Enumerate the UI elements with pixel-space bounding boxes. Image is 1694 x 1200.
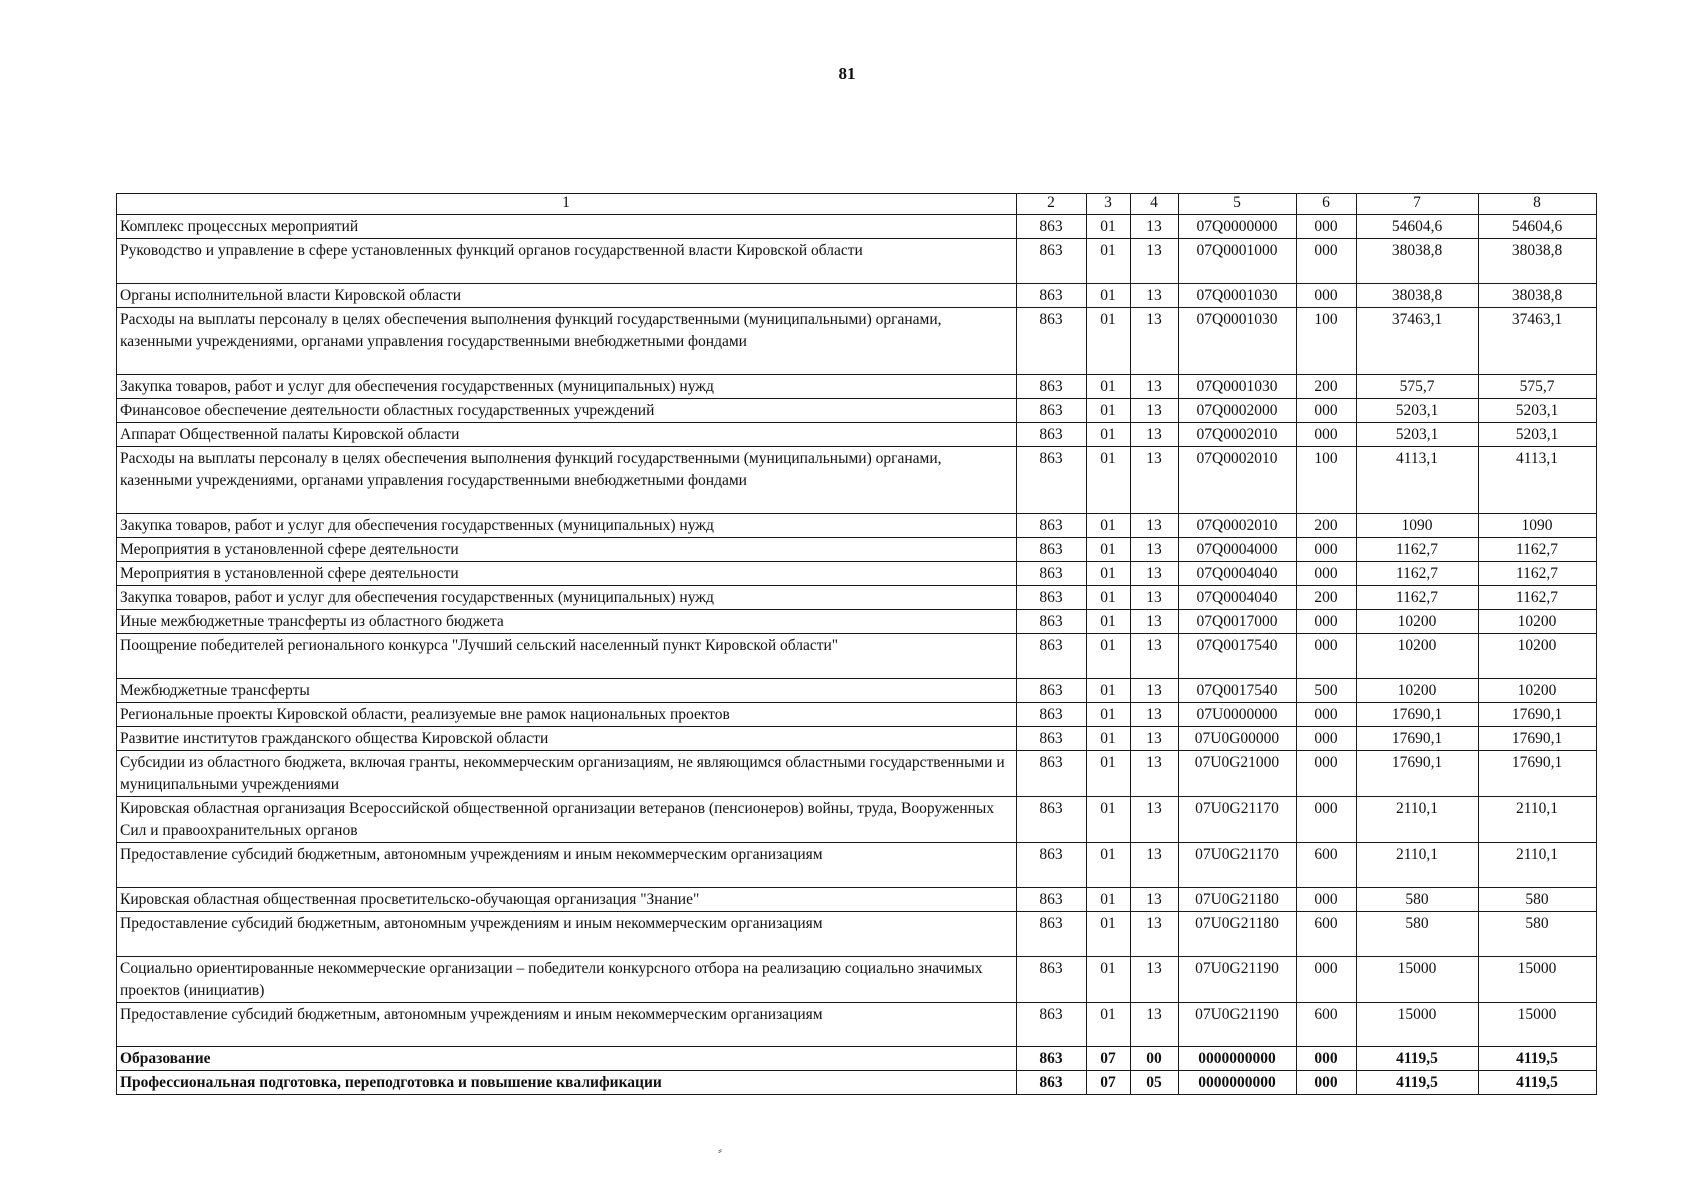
section-cell: 01 [1087,307,1131,374]
sum-cell-8: 38038,8 [1479,283,1597,307]
target-article-cell: 07U0G00000 [1179,726,1297,750]
expense-type-cell: 600 [1297,1002,1357,1047]
sum-cell-7: 5203,1 [1357,422,1479,446]
sum-cell-7: 580 [1357,887,1479,911]
admin-code-cell: 863 [1017,446,1087,513]
admin-code-cell: 863 [1017,1002,1087,1047]
row-name-cell: Предоставление субсидий бюджетным, автономным учреждениям и иным некоммерческим организациям [117,911,1017,956]
table-body [117,215,1597,1095]
table-row [117,911,1597,956]
sum-cell-8: 15000 [1479,956,1597,1002]
sum-cell-8: 17690,1 [1479,750,1597,796]
table-row [117,726,1597,750]
sum-cell-8: 10200 [1479,610,1597,634]
subsection-cell: 13 [1131,283,1179,307]
sum-cell-7: 17690,1 [1357,726,1479,750]
subsection-cell: 13 [1131,1002,1179,1047]
target-article-cell: 07Q0001000 [1179,239,1297,284]
sum-cell-7: 1162,7 [1357,562,1479,586]
sum-cell-8: 37463,1 [1479,307,1597,374]
subsection-cell: 13 [1131,446,1179,513]
sum-cell-7: 15000 [1357,956,1479,1002]
subsection-cell: 13 [1131,215,1179,239]
expense-type-cell: 000 [1297,1047,1357,1071]
table-row [117,538,1597,562]
expense-type-cell: 000 [1297,610,1357,634]
admin-code-cell: 863 [1017,398,1087,422]
table-row [117,678,1597,702]
expense-type-cell: 000 [1297,887,1357,911]
section-cell: 01 [1087,610,1131,634]
subsection-cell: 13 [1131,842,1179,887]
section-cell: 01 [1087,446,1131,513]
admin-code-cell: 863 [1017,283,1087,307]
section-cell: 01 [1087,538,1131,562]
section-cell: 01 [1087,239,1131,284]
row-name-cell: Межбюджетные трансферты [117,678,1017,702]
target-article-cell: 07U0G21190 [1179,1002,1297,1047]
subsection-cell: 13 [1131,514,1179,538]
subsection-cell: 13 [1131,702,1179,726]
target-article-cell: 07U0G21180 [1179,911,1297,956]
row-name-cell: Закупка товаров, работ и услуг для обеспечения государственных (муниципальных) нужд [117,514,1017,538]
subsection-cell: 13 [1131,586,1179,610]
subsection-cell: 13 [1131,678,1179,702]
sum-cell-8: 10200 [1479,678,1597,702]
table-row [117,374,1597,398]
target-article-cell: 07Q0000000 [1179,215,1297,239]
admin-code-cell: 863 [1017,538,1087,562]
target-article-cell: 07Q0004000 [1179,538,1297,562]
section-cell: 01 [1087,634,1131,679]
sum-cell-7: 5203,1 [1357,398,1479,422]
subsection-cell: 13 [1131,887,1179,911]
table-row [117,842,1597,887]
subsection-cell: 13 [1131,398,1179,422]
admin-code-cell: 863 [1017,887,1087,911]
sum-cell-7: 1090 [1357,514,1479,538]
sum-cell-7: 17690,1 [1357,702,1479,726]
admin-code-cell: 863 [1017,726,1087,750]
row-name-cell: Мероприятия в установленной сфере деятельности [117,538,1017,562]
target-article-cell: 07Q0002010 [1179,422,1297,446]
sum-cell-7: 10200 [1357,634,1479,679]
sum-cell-7: 2110,1 [1357,796,1479,842]
sum-cell-8: 15000 [1479,1002,1597,1047]
admin-code-cell: 863 [1017,911,1087,956]
table-row [117,796,1597,842]
expense-type-cell: 000 [1297,283,1357,307]
section-cell: 01 [1087,1002,1131,1047]
sum-cell-7: 1162,7 [1357,586,1479,610]
admin-code-cell: 863 [1017,374,1087,398]
section-cell: 01 [1087,514,1131,538]
sum-cell-8: 2110,1 [1479,796,1597,842]
section-cell: 01 [1087,796,1131,842]
column-header: 1 [117,194,1017,215]
table-row [117,610,1597,634]
section-cell: 01 [1087,562,1131,586]
admin-code-cell: 863 [1017,562,1087,586]
table-row [117,1002,1597,1047]
subsection-cell: 13 [1131,422,1179,446]
sum-cell-8: 580 [1479,911,1597,956]
sum-cell-7: 37463,1 [1357,307,1479,374]
subsection-cell: 13 [1131,239,1179,284]
sum-cell-8: 17690,1 [1479,702,1597,726]
subsection-cell: 13 [1131,750,1179,796]
sum-cell-8: 17690,1 [1479,726,1597,750]
table-row [117,215,1597,239]
sum-cell-7: 4113,1 [1357,446,1479,513]
admin-code-cell: 863 [1017,634,1087,679]
table-row [117,634,1597,679]
sum-cell-8: 10200 [1479,634,1597,679]
row-name-cell: Региональные проекты Кировской области, реализуемые вне рамок национальных проектов [117,702,1017,726]
admin-code-cell: 863 [1017,1047,1087,1071]
subsection-cell: 13 [1131,726,1179,750]
section-cell: 01 [1087,398,1131,422]
admin-code-cell: 863 [1017,514,1087,538]
sum-cell-7: 15000 [1357,1002,1479,1047]
expense-type-cell: 000 [1297,1071,1357,1095]
subsection-cell: 13 [1131,796,1179,842]
expense-type-cell: 000 [1297,796,1357,842]
expense-type-cell: 200 [1297,374,1357,398]
target-article-cell: 07U0000000 [1179,702,1297,726]
row-name-cell: Поощрение победителей регионального конкурса "Лучший сельский населенный пункт Кировской области" [117,634,1017,679]
admin-code-cell: 863 [1017,215,1087,239]
sum-cell-8: 4113,1 [1479,446,1597,513]
admin-code-cell: 863 [1017,702,1087,726]
sum-cell-8: 5203,1 [1479,422,1597,446]
table-row [117,446,1597,513]
section-cell: 01 [1087,678,1131,702]
sum-cell-7: 2110,1 [1357,842,1479,887]
target-article-cell: 07U0G21180 [1179,887,1297,911]
target-article-cell: 07Q0001030 [1179,307,1297,374]
row-name-cell: Органы исполнительной власти Кировской области [117,283,1017,307]
sum-cell-8: 580 [1479,887,1597,911]
row-name-cell: Мероприятия в установленной сфере деятельности [117,562,1017,586]
expense-type-cell: 200 [1297,586,1357,610]
subsection-cell: 00 [1131,1047,1179,1071]
expense-type-cell: 000 [1297,239,1357,284]
admin-code-cell: 863 [1017,239,1087,284]
expense-type-cell: 000 [1297,422,1357,446]
expense-type-cell: 100 [1297,446,1357,513]
row-name-cell: Субсидии из областного бюджета, включая гранты, некоммерческим организациям, не являющимся областными государственными и муниципальными учреждениями [117,750,1017,796]
target-article-cell: 07Q0017540 [1179,678,1297,702]
expense-type-cell: 000 [1297,702,1357,726]
section-cell: 01 [1087,586,1131,610]
page-number: 81 [838,64,856,83]
admin-code-cell: 863 [1017,422,1087,446]
row-name-cell: Закупка товаров, работ и услуг для обеспечения государственных (муниципальных) нужд [117,374,1017,398]
column-header: 3 [1087,194,1131,215]
column-header: 6 [1297,194,1357,215]
expense-type-cell: 000 [1297,538,1357,562]
table-row [117,283,1597,307]
sum-cell-8: 1162,7 [1479,586,1597,610]
sum-cell-7: 10200 [1357,678,1479,702]
subsection-cell: 13 [1131,911,1179,956]
table-row [117,1047,1597,1071]
expense-type-cell: 500 [1297,678,1357,702]
target-article-cell: 07Q0017000 [1179,610,1297,634]
sum-cell-7: 580 [1357,911,1479,956]
column-header: 8 [1479,194,1597,215]
sum-cell-8: 1162,7 [1479,538,1597,562]
section-cell: 07 [1087,1071,1131,1095]
admin-code-cell: 863 [1017,678,1087,702]
target-article-cell: 07Q0004040 [1179,562,1297,586]
scan-mark: ⸗ [718,1143,722,1157]
expense-type-cell: 000 [1297,215,1357,239]
sum-cell-7: 17690,1 [1357,750,1479,796]
row-name-cell: Финансовое обеспечение деятельности областных государственных учреждений [117,398,1017,422]
column-header: 2 [1017,194,1087,215]
sum-cell-7: 54604,6 [1357,215,1479,239]
sum-cell-7: 575,7 [1357,374,1479,398]
admin-code-cell: 863 [1017,750,1087,796]
sum-cell-8: 4119,5 [1479,1071,1597,1095]
section-cell: 01 [1087,374,1131,398]
sum-cell-8: 575,7 [1479,374,1597,398]
section-cell: 01 [1087,842,1131,887]
row-name-cell: Кировская областная общественная просветительско-обучающая организация "Знание" [117,887,1017,911]
admin-code-cell: 863 [1017,956,1087,1002]
row-name-cell: Предоставление субсидий бюджетным, автономным учреждениям и иным некоммерческим организациям [117,842,1017,887]
row-name-cell: Профессиональная подготовка, переподготовка и повышение квалификации [117,1071,1017,1095]
section-cell: 01 [1087,422,1131,446]
row-name-cell: Руководство и управление в сфере установленных функций органов государственной власти Кировской области [117,239,1017,284]
subsection-cell: 05 [1131,1071,1179,1095]
expense-type-cell: 000 [1297,750,1357,796]
sum-cell-7: 38038,8 [1357,283,1479,307]
row-name-cell: Расходы на выплаты персоналу в целях обеспечения выполнения функций государственными (муниципальными) органами, казенными учреждениями, органами управления государственными внебюджетными фондами [117,307,1017,374]
target-article-cell: 07Q0001030 [1179,283,1297,307]
row-name-cell: Закупка товаров, работ и услуг для обеспечения государственных (муниципальных) нужд [117,586,1017,610]
subsection-cell: 13 [1131,634,1179,679]
target-article-cell: 07U0G21000 [1179,750,1297,796]
sum-cell-8: 5203,1 [1479,398,1597,422]
target-article-cell: 07U0G21190 [1179,956,1297,1002]
target-article-cell: 07Q0002010 [1179,446,1297,513]
section-cell: 01 [1087,702,1131,726]
column-header: 4 [1131,194,1179,215]
row-name-cell: Кировская областная организация Всероссийской общественной организации ветеранов (пенсионеров) войны, труда, Вооруженных Сил и правоохранительных органов [117,796,1017,842]
table-row [117,702,1597,726]
target-article-cell: 07Q0017540 [1179,634,1297,679]
expense-type-cell: 200 [1297,514,1357,538]
target-article-cell: 07U0G21170 [1179,842,1297,887]
budget-table [116,193,1597,1095]
row-name-cell: Расходы на выплаты персоналу в целях обеспечения выполнения функций государственными (муниципальными) органами, казенными учреждениями, органами управления государственными внебюджетными фондами [117,446,1017,513]
subsection-cell: 13 [1131,610,1179,634]
admin-code-cell: 863 [1017,1071,1087,1095]
section-cell: 01 [1087,283,1131,307]
admin-code-cell: 863 [1017,796,1087,842]
table-row [117,239,1597,284]
sum-cell-8: 2110,1 [1479,842,1597,887]
sum-cell-7: 4119,5 [1357,1071,1479,1095]
column-header: 7 [1357,194,1479,215]
section-cell: 01 [1087,887,1131,911]
target-article-cell: 07Q0002000 [1179,398,1297,422]
table-row [117,887,1597,911]
section-cell: 01 [1087,956,1131,1002]
sum-cell-8: 4119,5 [1479,1047,1597,1071]
section-cell: 01 [1087,726,1131,750]
section-cell: 01 [1087,750,1131,796]
expense-type-cell: 000 [1297,562,1357,586]
sum-cell-7: 38038,8 [1357,239,1479,284]
expense-type-cell: 000 [1297,726,1357,750]
table-row [117,1071,1597,1095]
table-header-row [117,194,1597,215]
row-name-cell: Образование [117,1047,1017,1071]
target-article-cell: 0000000000 [1179,1047,1297,1071]
row-name-cell: Развитие институтов гражданского общества Кировской области [117,726,1017,750]
subsection-cell: 13 [1131,374,1179,398]
sum-cell-7: 10200 [1357,610,1479,634]
expense-type-cell: 000 [1297,634,1357,679]
admin-code-cell: 863 [1017,307,1087,374]
subsection-cell: 13 [1131,562,1179,586]
row-name-cell: Социально ориентированные некоммерческие организации – победители конкурсного отбора на реализацию социально значимых проектов (инициатив) [117,956,1017,1002]
subsection-cell: 13 [1131,538,1179,562]
expense-type-cell: 100 [1297,307,1357,374]
table-row [117,586,1597,610]
table-row [117,514,1597,538]
target-article-cell: 07Q0001030 [1179,374,1297,398]
sum-cell-8: 38038,8 [1479,239,1597,284]
table-row [117,307,1597,374]
table-row [117,422,1597,446]
sum-cell-7: 1162,7 [1357,538,1479,562]
expense-type-cell: 000 [1297,398,1357,422]
table-row [117,750,1597,796]
table-row [117,398,1597,422]
section-cell: 07 [1087,1047,1131,1071]
row-name-cell: Предоставление субсидий бюджетным, автономным учреждениям и иным некоммерческим организациям [117,1002,1017,1047]
admin-code-cell: 863 [1017,842,1087,887]
table-row [117,956,1597,1002]
section-cell: 01 [1087,911,1131,956]
sum-cell-8: 1162,7 [1479,562,1597,586]
target-article-cell: 07Q0002010 [1179,514,1297,538]
row-name-cell: Аппарат Общественной палаты Кировской области [117,422,1017,446]
subsection-cell: 13 [1131,307,1179,374]
sum-cell-7: 4119,5 [1357,1047,1479,1071]
sum-cell-8: 1090 [1479,514,1597,538]
column-header: 5 [1179,194,1297,215]
target-article-cell: 07Q0004040 [1179,586,1297,610]
sum-cell-8: 54604,6 [1479,215,1597,239]
row-name-cell: Комплекс процессных мероприятий [117,215,1017,239]
expense-type-cell: 000 [1297,956,1357,1002]
table-row [117,562,1597,586]
subsection-cell: 13 [1131,956,1179,1002]
target-article-cell: 07U0G21170 [1179,796,1297,842]
target-article-cell: 0000000000 [1179,1071,1297,1095]
expense-type-cell: 600 [1297,842,1357,887]
admin-code-cell: 863 [1017,610,1087,634]
section-cell: 01 [1087,215,1131,239]
admin-code-cell: 863 [1017,586,1087,610]
expense-type-cell: 600 [1297,911,1357,956]
row-name-cell: Иные межбюджетные трансферты из областного бюджета [117,610,1017,634]
